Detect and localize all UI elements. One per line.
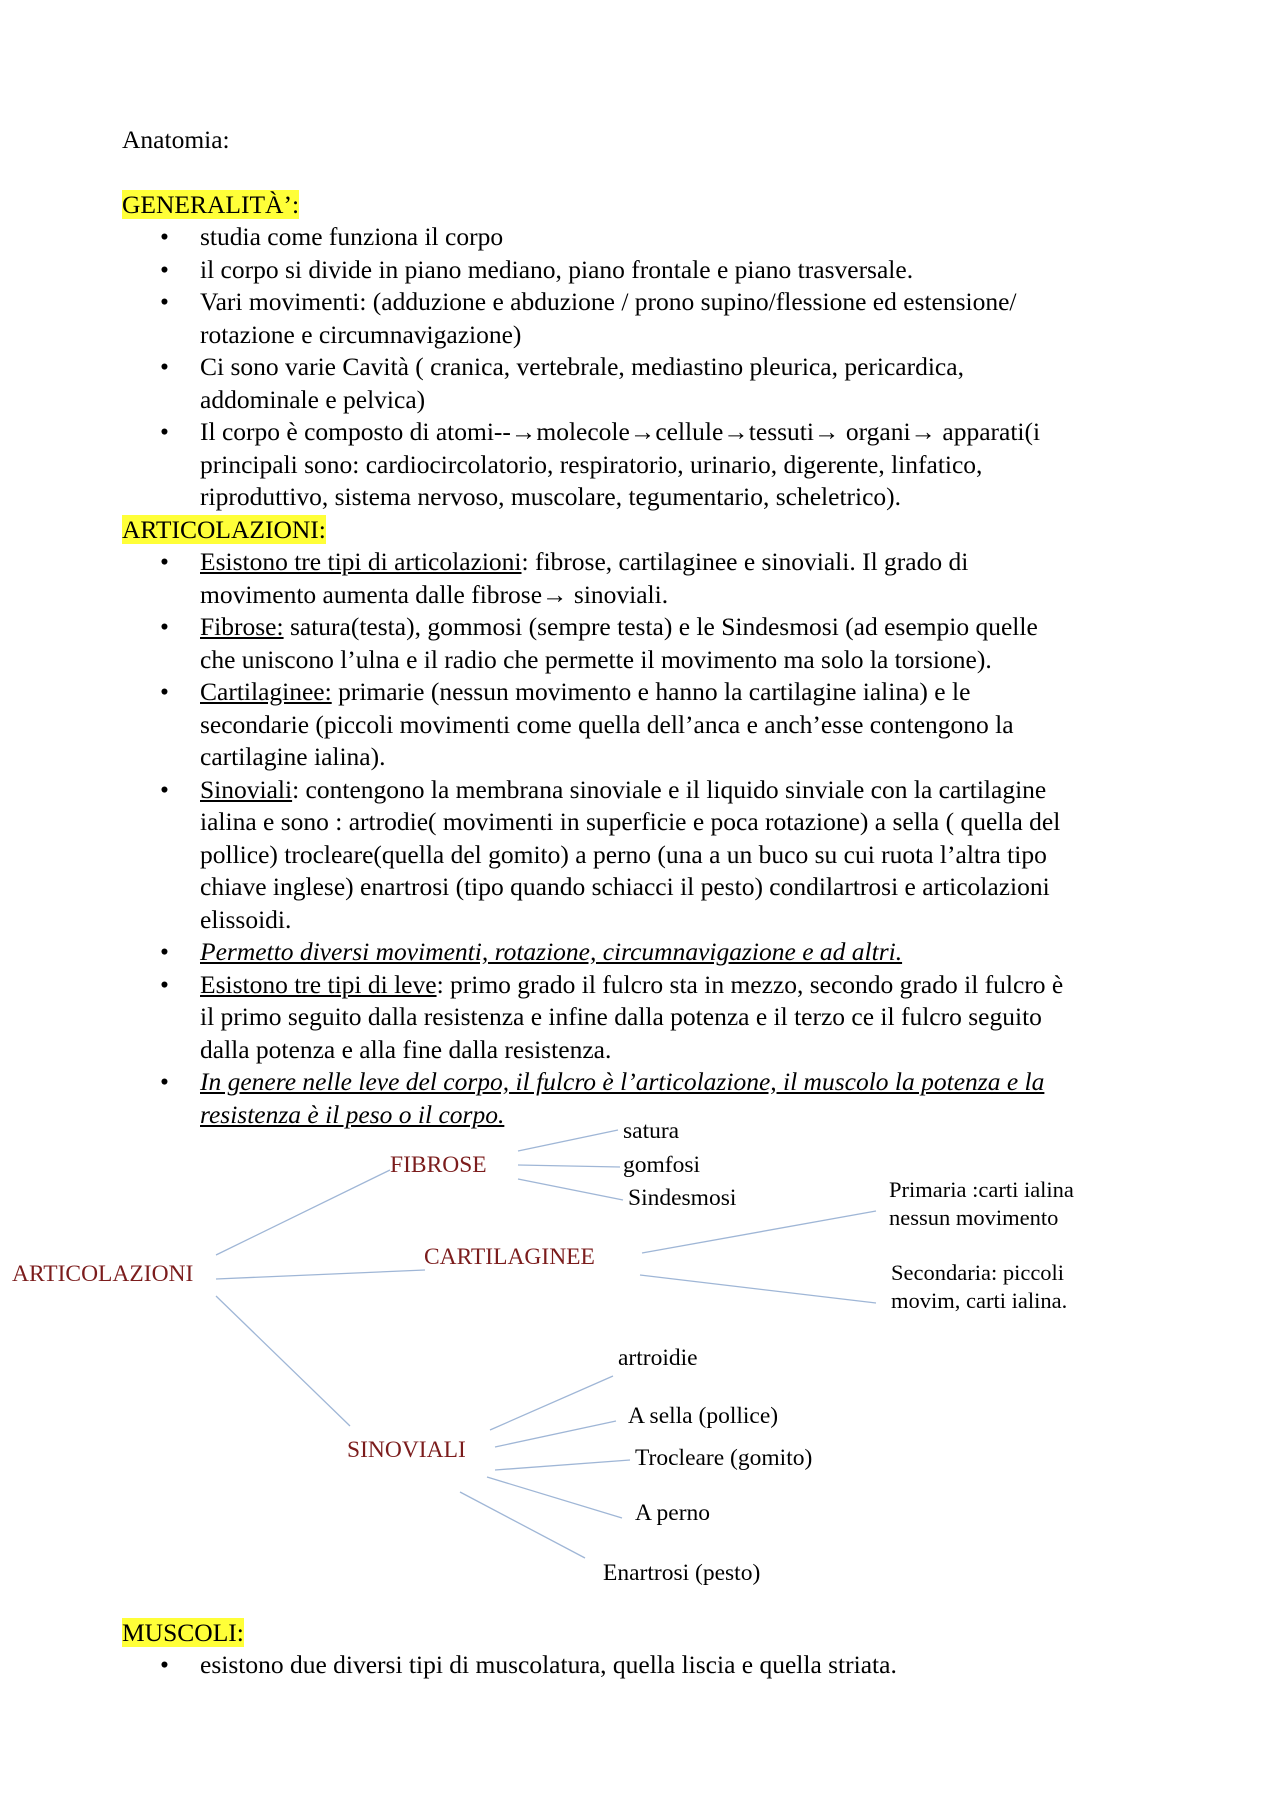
item-text: riproduttivo, sistema nervoso, muscolare, tegumentario, scheletrico).: [200, 482, 902, 511]
heading-text: ARTICOLAZIONI:: [122, 515, 326, 544]
diagram-leaf-trocleare: Trocleare (gomito): [635, 1445, 813, 1471]
item-text: : contengono la membrana sinoviale e il liquido sinviale con la cartilagine: [292, 774, 1047, 804]
leaf-text: Primaria :carti ialina: [889, 1177, 1074, 1202]
item-text: studia come funziona il corpo: [200, 222, 504, 251]
connector-fibrose-sindesmosi: [518, 1179, 623, 1200]
leaf-text: movim, carti ialina.: [891, 1288, 1068, 1313]
item-text: primarie (nessun movimento e hanno la cartilagine ialina) e le: [331, 677, 971, 706]
connector-sinoviali-artroidie: [490, 1376, 613, 1430]
connector-sinoviali-aperno: [487, 1477, 622, 1518]
item-text: Ci sono varie Cavità ( cranica, vertebrale, mediastino pleurica, pericardica,: [200, 352, 964, 381]
item-underlined: Sinoviali: [200, 774, 293, 804]
connector-cartilaginee-primaria: [642, 1211, 876, 1253]
diagram-leaf-primaria: [889, 1176, 1074, 1232]
connector-sinoviali-enartrosi: [460, 1492, 585, 1558]
diagram-leaf-enartrosi: Enartrosi (pesto): [603, 1560, 761, 1586]
connector-cartilaginee-secondaria: [640, 1275, 876, 1303]
diagram-leaf-secondaria: [891, 1259, 1067, 1315]
item-text: il corpo si divide in piano mediano, piano frontale e piano trasversale.: [200, 254, 914, 284]
diagram-leaf-asella: A sella (pollice): [628, 1403, 779, 1429]
item-text: : fibrose, cartilaginee e sinoviali. Il grado di: [521, 547, 969, 576]
heading-text: GENERALITÀ’:: [122, 190, 300, 219]
list-item: [200, 1649, 897, 1682]
item-italic: In genere nelle leve del corpo, il fulcro è l’articolazione, il muscolo la potenza e la: [200, 1067, 1045, 1096]
item-underlined: Fibrose:: [200, 612, 284, 641]
item-italic: resistenza è il peso o il corpo.: [200, 1099, 505, 1129]
connector-sinoviali-trocleare: [495, 1460, 630, 1470]
diagram-node-root: ARTICOLAZIONI: [12, 1261, 194, 1287]
item-italic: Permetto diversi movimenti, rotazione, circumnavigazione e ad altri.: [200, 937, 903, 966]
connector-sinoviali-asella: [495, 1421, 616, 1447]
connector-fibrose-satura: [518, 1130, 618, 1151]
connector-root-cartilaginee: [216, 1270, 425, 1279]
item-text: cartilagine ialina).: [200, 742, 386, 771]
diagram-node-cartilaginee: CARTILAGINEE: [424, 1244, 595, 1270]
diagram-leaf-aperno: A perno: [635, 1500, 711, 1526]
item-text: secondarie (piccoli movimenti come quella dell’anca e anch’esse contengono la: [200, 709, 1014, 739]
item-text: principali sono: cardiocircolatorio, respiratorio, urinario, digerente, linfatico,: [200, 449, 983, 479]
item-text: ialina e sono : artrodie( movimenti in superficie e poca rotazione) a sella ( quella del: [200, 807, 1061, 836]
item-text: dalla potenza e alla fine dalla resistenza.: [200, 1034, 612, 1064]
item-underlined: Cartilaginee:: [200, 677, 332, 706]
heading-text: MUSCOLI:: [122, 1618, 244, 1647]
item-underlined: Esistono tre tipi di leve: [200, 969, 437, 999]
leaf-text: nessun movimento: [889, 1205, 1059, 1230]
connector-fibrose-gomfosi: [518, 1165, 620, 1167]
item-text: chiave inglese) enartrosi (tipo quando schiacci il pesto) condilartrosi e articolazioni: [200, 872, 1050, 901]
item-text: : primo grado il fulcro sta in mezzo, secondo grado il fulcro è: [436, 969, 1064, 999]
item-text: il primo seguito dalla resistenza e infine dalla potenza e il terzo ce il fulcro seguito: [200, 1002, 1042, 1031]
diagram-leaf-artroidie: artroidie: [618, 1345, 698, 1371]
item-text: Il corpo è composto di atomi--→molecole→cellule→tessuti→ organi→ apparati(i: [200, 417, 1041, 446]
leaf-text: Secondaria: piccoli: [891, 1260, 1065, 1285]
item-text: addominale e pelvica): [200, 384, 426, 414]
diagram-node-sinoviali: SINOVIALI: [347, 1437, 466, 1463]
item-text: esistono due diversi tipi di muscolatura, quella liscia e quella striata.: [200, 1650, 897, 1679]
muscoli-list: [200, 1649, 897, 1682]
diagram-node-fibrose: FIBROSE: [390, 1152, 487, 1178]
item-underlined: Esistono tre tipi di articolazioni: [200, 547, 522, 576]
connector-root-sinoviali: [216, 1296, 350, 1426]
item-text: Vari movimenti: (adduzione e abduzione / prono supino/flessione ed estensione/: [200, 287, 1017, 316]
item-text: che uniscono l’ulna e il radio che permette il movimento ma solo la torsione).: [200, 644, 992, 674]
item-text: satura(testa), gommosi (sempre testa) e le Sindesmosi (ad esempio quelle: [283, 612, 1038, 641]
item-text: rotazione e circumnavigazione): [200, 319, 522, 349]
connector-root-fibrose: [216, 1170, 390, 1255]
diagram-leaf-sindesmosi: Sindesmosi: [628, 1185, 737, 1211]
diagram-leaf-gomfosi: gomfosi: [623, 1152, 701, 1178]
diagram-leaf-satura: satura: [623, 1118, 680, 1144]
item-text: elissoidi.: [200, 904, 292, 934]
document-title: Anatomia:: [122, 125, 230, 154]
item-text: movimento aumenta dalle fibrose→ sinoviali.: [200, 579, 669, 609]
item-text: pollice) trocleare(quella del gomito) a perno (una a un buco su cui ruota l’altra tipo: [200, 839, 1047, 869]
section-heading-muscoli: [122, 1617, 244, 1650]
